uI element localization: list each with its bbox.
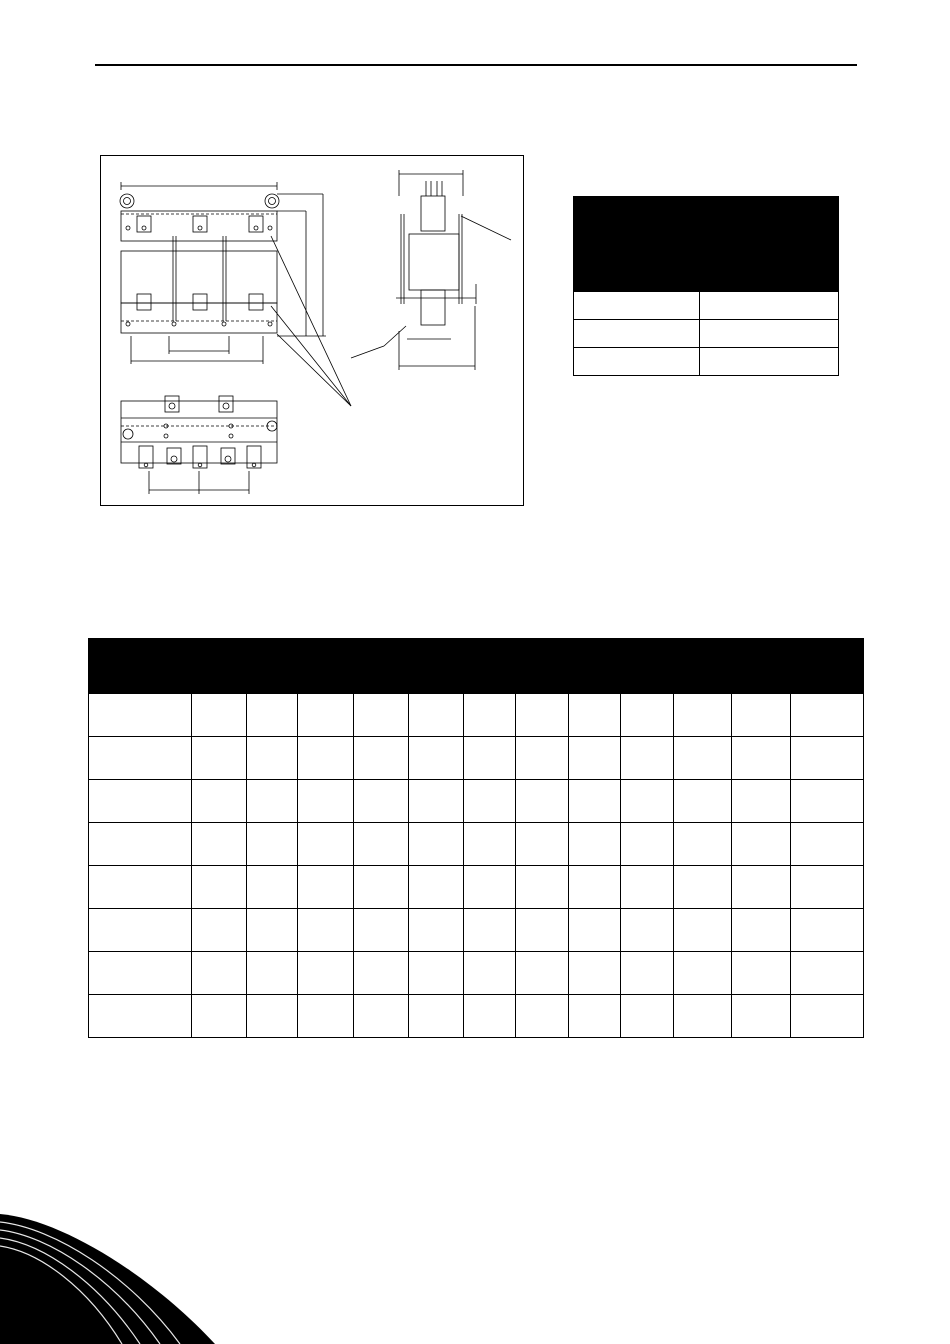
table-cell (674, 952, 732, 995)
table-cell (247, 823, 298, 866)
table-cell (516, 909, 569, 952)
table-cell (791, 909, 864, 952)
table-cell (89, 780, 192, 823)
small-table-header (574, 197, 700, 292)
table-cell (699, 348, 838, 376)
table-cell (574, 348, 700, 376)
table-cell (354, 866, 409, 909)
table-cell (574, 320, 700, 348)
table-cell (621, 823, 674, 866)
table-cell (516, 780, 569, 823)
dimension-table-header (192, 639, 247, 694)
header-rule (95, 64, 857, 66)
table-cell (247, 995, 298, 1038)
table-cell (569, 823, 621, 866)
table-cell (699, 320, 838, 348)
brand-corner-graphic (0, 1214, 215, 1344)
table-cell (699, 292, 838, 320)
table-cell (674, 694, 732, 737)
table-cell (298, 737, 354, 780)
table-cell (516, 866, 569, 909)
table-cell (192, 823, 247, 866)
table-cell (791, 952, 864, 995)
table-cell (298, 694, 354, 737)
table-cell (516, 694, 569, 737)
dimension-table-header (674, 639, 732, 694)
table-cell (569, 866, 621, 909)
table-cell (569, 952, 621, 995)
table-cell (247, 737, 298, 780)
table-cell (516, 952, 569, 995)
table-cell (89, 866, 192, 909)
table-cell (354, 737, 409, 780)
top-view (121, 396, 277, 494)
table-cell (569, 694, 621, 737)
table-cell (192, 780, 247, 823)
table-cell (674, 737, 732, 780)
table-cell (89, 952, 192, 995)
table-cell (192, 995, 247, 1038)
table-cell (464, 866, 516, 909)
table-cell (354, 694, 409, 737)
table-cell (89, 737, 192, 780)
table-cell (464, 823, 516, 866)
table-cell (791, 823, 864, 866)
table-cell (192, 952, 247, 995)
table-cell (732, 866, 791, 909)
table-cell (192, 866, 247, 909)
table-cell (621, 995, 674, 1038)
table-cell (247, 694, 298, 737)
table-cell (464, 952, 516, 995)
table-row (89, 866, 864, 909)
table-cell (354, 823, 409, 866)
table-cell (791, 780, 864, 823)
table-cell (89, 694, 192, 737)
dimension-table-header (732, 639, 791, 694)
table-cell (409, 952, 464, 995)
table-cell (569, 780, 621, 823)
table-cell (89, 909, 192, 952)
front-view (120, 182, 351, 406)
table-cell (574, 292, 700, 320)
table-cell (732, 737, 791, 780)
table-cell (791, 737, 864, 780)
table-cell (464, 780, 516, 823)
dimension-table-header (89, 639, 192, 694)
table-cell (674, 909, 732, 952)
table-cell (674, 780, 732, 823)
dimension-table-header (298, 639, 354, 694)
table-cell (569, 737, 621, 780)
table-cell (674, 866, 732, 909)
table-cell (621, 737, 674, 780)
table-cell (621, 909, 674, 952)
table-row (89, 995, 864, 1038)
table-row (574, 320, 839, 348)
table-cell (732, 694, 791, 737)
table-row (89, 823, 864, 866)
table-cell (732, 823, 791, 866)
table-cell (354, 995, 409, 1038)
dimension-table (88, 638, 864, 1038)
table-cell (791, 866, 864, 909)
table-row (89, 909, 864, 952)
table-cell (89, 995, 192, 1038)
table-cell (247, 866, 298, 909)
table-cell (298, 995, 354, 1038)
table-row (89, 952, 864, 995)
table-cell (354, 909, 409, 952)
table-cell (464, 694, 516, 737)
table-cell (732, 780, 791, 823)
table-cell (247, 780, 298, 823)
table-cell (192, 694, 247, 737)
table-cell (409, 909, 464, 952)
table-row (89, 737, 864, 780)
table-cell (298, 780, 354, 823)
table-row (89, 780, 864, 823)
dimension-table-header (464, 639, 516, 694)
dimension-table-header (409, 639, 464, 694)
table-cell (298, 866, 354, 909)
table-cell (89, 823, 192, 866)
table-cell (791, 995, 864, 1038)
table-cell (298, 823, 354, 866)
side-view (351, 170, 511, 370)
table-cell (516, 995, 569, 1038)
table-cell (621, 780, 674, 823)
table-cell (621, 694, 674, 737)
dimension-table-header (569, 639, 621, 694)
table-row (574, 292, 839, 320)
dimension-table-header (791, 639, 864, 694)
table-cell (409, 780, 464, 823)
small-spec-table (573, 196, 839, 376)
table-cell (247, 909, 298, 952)
table-cell (247, 952, 298, 995)
table-cell (464, 909, 516, 952)
table-cell (621, 866, 674, 909)
table-row (89, 694, 864, 737)
table-cell (791, 694, 864, 737)
table-row (574, 348, 839, 376)
dimension-drawing (100, 155, 524, 506)
dimension-table-header (516, 639, 569, 694)
table-cell (409, 694, 464, 737)
table-cell (192, 737, 247, 780)
table-cell (569, 995, 621, 1038)
table-cell (732, 995, 791, 1038)
table-cell (464, 737, 516, 780)
table-cell (516, 737, 569, 780)
table-cell (354, 952, 409, 995)
table-cell (464, 995, 516, 1038)
dimension-table-header (354, 639, 409, 694)
table-cell (409, 737, 464, 780)
table-cell (192, 909, 247, 952)
table-cell (409, 823, 464, 866)
dimension-table-header (621, 639, 674, 694)
small-table-header (699, 197, 838, 292)
table-cell (298, 952, 354, 995)
table-cell (674, 823, 732, 866)
table-cell (621, 952, 674, 995)
table-cell (674, 995, 732, 1038)
table-cell (732, 952, 791, 995)
table-cell (298, 909, 354, 952)
dimension-table-header (247, 639, 298, 694)
table-cell (569, 909, 621, 952)
table-cell (409, 995, 464, 1038)
table-cell (409, 866, 464, 909)
table-cell (354, 780, 409, 823)
table-cell (732, 909, 791, 952)
table-cell (516, 823, 569, 866)
